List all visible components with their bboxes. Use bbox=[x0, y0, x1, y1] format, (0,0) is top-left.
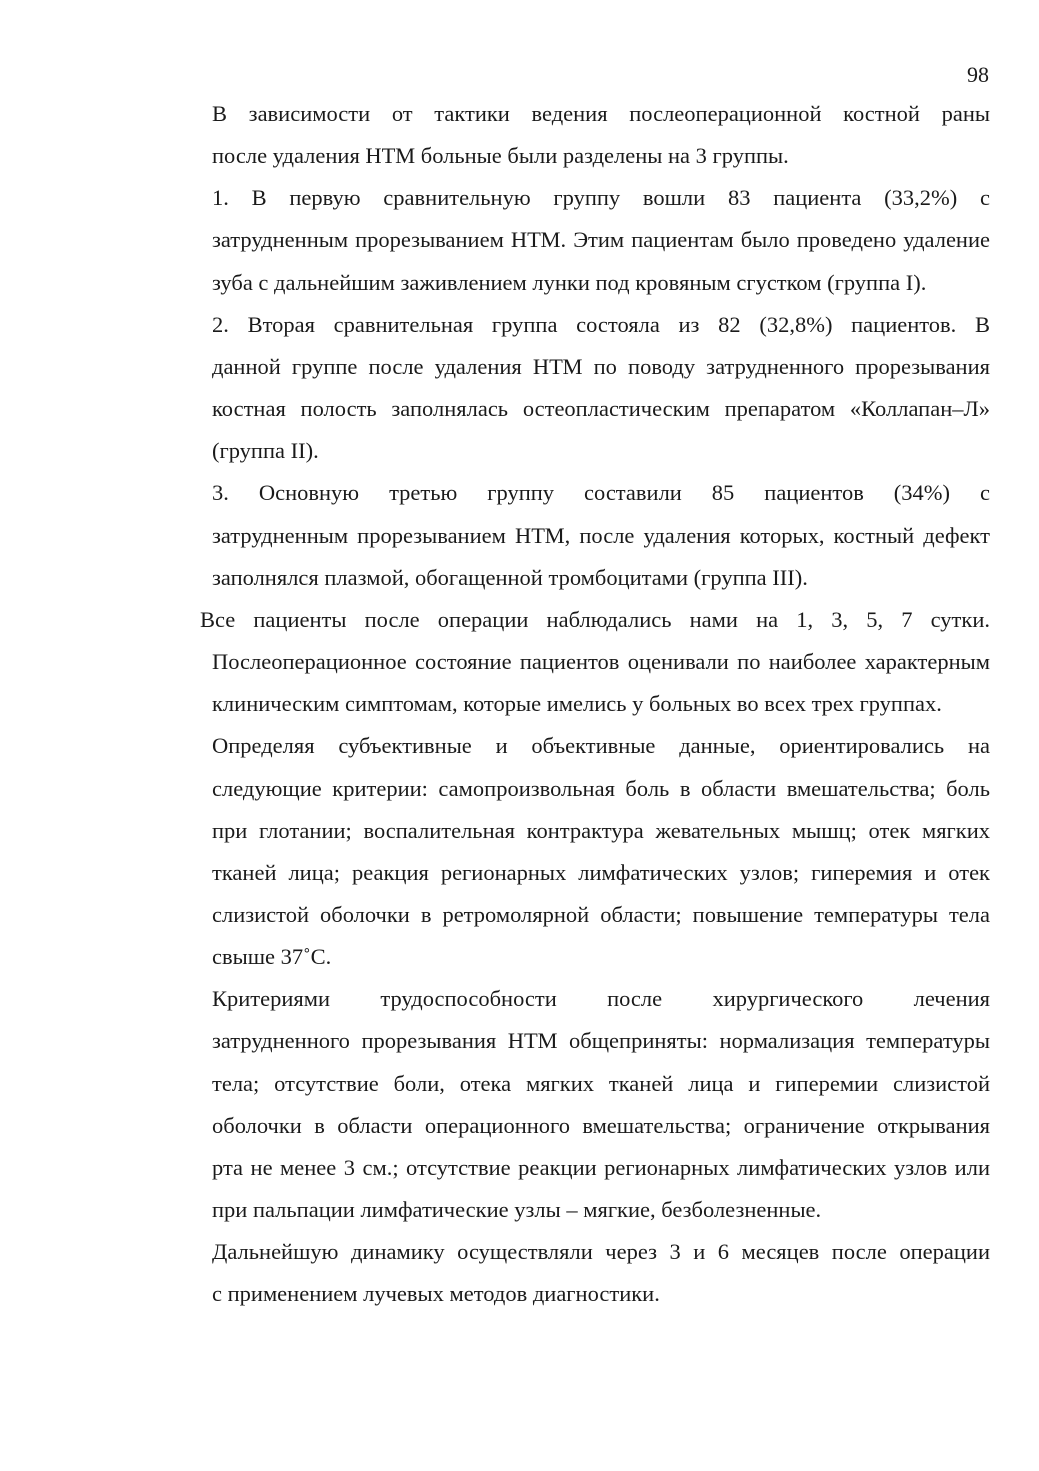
text-line: Критериями трудоспособности после хирургического лечения bbox=[212, 986, 990, 1012]
text-line: Определяя субъективные и объективные данные, ориентировались на bbox=[212, 733, 990, 759]
paragraph-group-2 bbox=[150, 304, 990, 473]
text-line: затрудненным прорезыванием НТМ. Этим пациентам было проведено удаление bbox=[212, 227, 990, 253]
text-line: 2. Вторая сравнительная группа состояла из 82 (32,8%) пациентов. В bbox=[212, 311, 990, 337]
text-line: следующие критерии: самопроизвольная боль в области вмешательства; боль bbox=[212, 775, 990, 801]
paragraph-group-3 bbox=[150, 472, 990, 598]
text-line: затрудненным прорезыванием НТМ, после удаления которых, костный дефект bbox=[212, 522, 990, 548]
text-line: Послеоперационное состояние пациентов оценивали по наиболее характерным bbox=[212, 649, 990, 675]
paragraph-intro bbox=[150, 93, 990, 177]
text-line: данной группе после удаления НТМ по поводу затрудненного прорезывания bbox=[212, 353, 990, 379]
text-line: слизистой оболочки в ретромолярной области; повышение температуры тела bbox=[212, 901, 990, 927]
text-line: оболочки в области операционного вмешательства; ограничение открывания bbox=[212, 1112, 990, 1138]
text-line: тела; отсутствие боли, отека мягких тканей лица и гиперемии слизистой bbox=[212, 1070, 990, 1096]
text-line: после удаления НТМ больные были разделены на 3 группы. bbox=[212, 143, 789, 169]
text-line: костная полость заполнялась остеопластическим препаратом «Коллапан–Л» bbox=[212, 396, 990, 422]
text-line: заполнялся плазмой, обогащенной тромбоцитами (группа III). bbox=[212, 564, 808, 590]
text-line: (группа II). bbox=[212, 438, 319, 464]
text-line: клиническим симптомам, которые имелись у больных во всех трех группах. bbox=[212, 691, 942, 717]
text-line: 3. Основную третью группу составили 85 пациентов (34%) с bbox=[212, 480, 990, 506]
body-text bbox=[150, 93, 990, 1316]
text-line: при глотании; воспалительная контрактура жевательных мышц; отек мягких bbox=[212, 817, 990, 843]
text-line: при пальпации лимфатические узлы – мягкие, безболезненные. bbox=[212, 1197, 822, 1223]
text-line: с применением лучевых методов диагностики. bbox=[212, 1281, 660, 1307]
paragraph-dynamics bbox=[150, 1231, 990, 1315]
paragraph-criteria bbox=[150, 725, 990, 978]
text-line: 1. В первую сравнительную группу вошли 83 пациента (33,2%) с bbox=[212, 185, 990, 211]
text-line: тканей лица; реакция регионарных лимфатических узлов; гиперемия и отек bbox=[212, 859, 990, 885]
page-number: 98 bbox=[967, 62, 989, 87]
text-line: рта не менее 3 см.; отсутствие реакции регионарных лимфатических узлов или bbox=[212, 1154, 990, 1180]
text-line: Дальнейшую динамику осуществляли через 3 и 6 месяцев после операции bbox=[212, 1239, 990, 1265]
text-line: затрудненного прорезывания НТМ общеприняты: нормализация температуры bbox=[212, 1028, 990, 1054]
text-line: В зависимости от тактики ведения послеоперационной костной раны bbox=[212, 101, 990, 126]
text-line: свыше 37˚С. bbox=[212, 944, 332, 970]
paragraph-work-capacity bbox=[150, 978, 990, 1231]
text-line: Все пациенты после операции наблюдались нами на 1, 3, 5, 7 сутки. bbox=[200, 606, 990, 632]
paragraph-observation bbox=[150, 599, 990, 725]
paragraph-group-1 bbox=[150, 177, 990, 303]
text-line: зуба с дальнейшим заживлением лунки под кровяным сгустком (группа I). bbox=[212, 269, 927, 295]
